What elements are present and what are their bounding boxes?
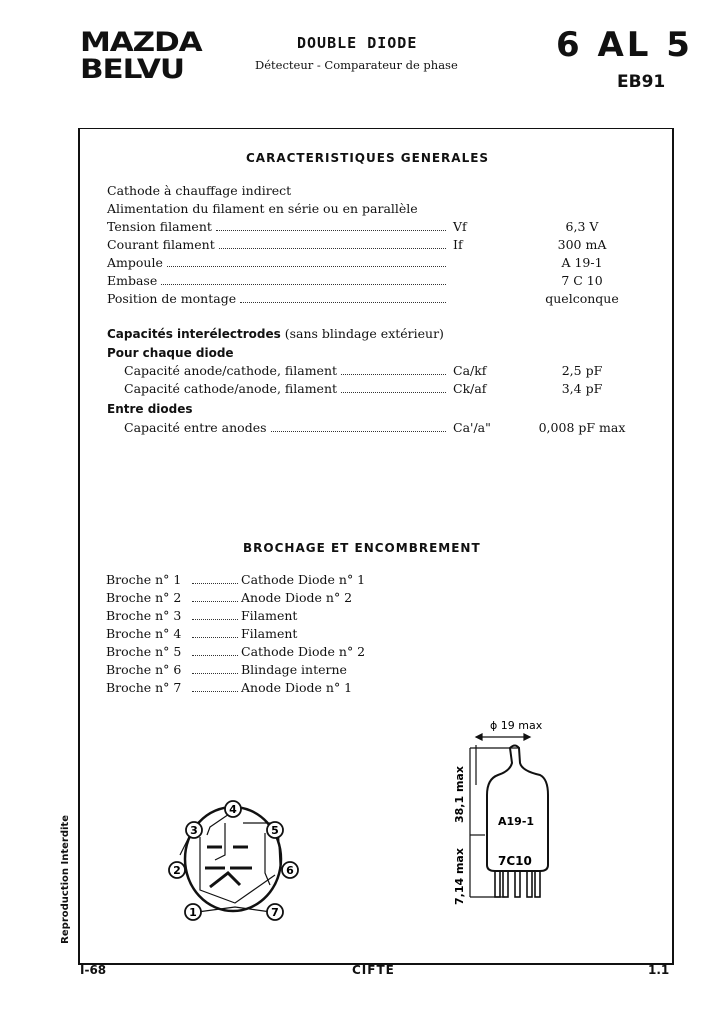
leader-dots bbox=[240, 291, 446, 303]
intro-line: Alimentation du filament en série ou en parallèle bbox=[107, 201, 418, 216]
diameter-label: ϕ 19 max bbox=[490, 719, 543, 732]
pin-description: Filament bbox=[241, 608, 298, 623]
spec-label: Capacité anode/cathode, filament bbox=[124, 363, 338, 378]
pin-row bbox=[106, 680, 426, 696]
spec-label: Embase bbox=[107, 273, 158, 288]
spec-value: 0,008 pF max bbox=[538, 420, 626, 435]
spec-row bbox=[107, 381, 647, 397]
spec-value: quelconque bbox=[545, 291, 619, 306]
capacities-heading-line bbox=[107, 326, 444, 342]
pin-label: Broche n° 3 bbox=[106, 608, 182, 623]
leader-dots bbox=[192, 662, 238, 674]
pin-label: Broche n° 4 bbox=[106, 626, 182, 641]
footer-date: I-68 bbox=[80, 963, 107, 977]
pin-description: Anode Diode n° 1 bbox=[241, 680, 353, 695]
spec-symbol: Ca/kf bbox=[453, 363, 487, 378]
spec-value: 6,3 V bbox=[565, 219, 599, 234]
spec-label: Capacité entre anodes bbox=[124, 420, 267, 435]
leader-dots bbox=[341, 363, 446, 375]
spec-value: 300 mA bbox=[557, 237, 607, 252]
spec-label: Capacité cathode/anode, filament bbox=[124, 381, 338, 396]
pin-description: Filament bbox=[241, 626, 298, 641]
spec-symbol: Ck/af bbox=[453, 381, 487, 396]
pin-number: 3 bbox=[190, 824, 198, 837]
leader-dots bbox=[192, 572, 238, 584]
height-label: 38,1 max bbox=[453, 766, 466, 823]
leader-dots bbox=[161, 273, 446, 285]
between-diodes-heading: Entre diodes bbox=[107, 402, 193, 416]
doc-subtitle: Détecteur - Comparateur de phase bbox=[255, 58, 458, 72]
pin-row bbox=[106, 608, 426, 624]
spec-value: 3,4 pF bbox=[561, 381, 603, 396]
pin-length-label: 7,14 max bbox=[453, 848, 466, 905]
pin-label: Broche n° 2 bbox=[106, 590, 182, 605]
tube-type: 6 AL 5 bbox=[556, 25, 693, 65]
pin-label: Broche n° 6 bbox=[106, 662, 182, 677]
leader-dots bbox=[271, 420, 446, 432]
pin-description: Cathode Diode n° 1 bbox=[241, 572, 366, 587]
leader-dots bbox=[192, 644, 238, 656]
pin-number: 6 bbox=[286, 864, 294, 877]
spec-symbol: Ca'/a" bbox=[453, 420, 491, 435]
pin-diagram bbox=[160, 795, 310, 925]
pin-row bbox=[106, 590, 426, 606]
spec-row bbox=[107, 291, 647, 307]
brand-logo-belvu: BELVU bbox=[80, 54, 184, 85]
leader-dots bbox=[192, 608, 238, 620]
pin-label: Broche n° 7 bbox=[106, 680, 182, 695]
pin-description: Cathode Diode n° 2 bbox=[241, 644, 366, 659]
reproduction-note: Reproduction Interdite bbox=[60, 815, 71, 944]
pin-label: Broche n° 1 bbox=[106, 572, 182, 587]
pin-description: Blindage interne bbox=[241, 662, 347, 677]
pin-number: 4 bbox=[229, 803, 237, 816]
leader-dots bbox=[216, 219, 446, 231]
pin-number: 5 bbox=[271, 824, 279, 837]
doc-title: DOUBLE DIODE bbox=[297, 34, 418, 52]
spec-label: Tension filament bbox=[107, 219, 212, 234]
pin-row bbox=[106, 644, 426, 660]
spec-row bbox=[107, 363, 647, 379]
pin-number: 2 bbox=[173, 864, 181, 877]
capacities-note: (sans blindage extérieur) bbox=[284, 326, 444, 341]
spec-row bbox=[107, 237, 647, 253]
spec-label: Courant filament bbox=[107, 237, 215, 252]
leader-dots bbox=[219, 237, 446, 249]
tube-equivalent: EB91 bbox=[617, 72, 666, 92]
brand-logo-mazda: MAZDA bbox=[80, 27, 202, 58]
pin-description: Anode Diode n° 2 bbox=[241, 590, 353, 605]
capacities-heading: Capacités interélectrodes bbox=[107, 327, 281, 341]
pin-number: 1 bbox=[189, 906, 197, 919]
spec-row bbox=[107, 273, 647, 289]
spec-symbol: If bbox=[453, 237, 463, 252]
spec-value: 2,5 pF bbox=[561, 363, 603, 378]
leader-dots bbox=[341, 381, 446, 393]
per-diode-heading: Pour chaque diode bbox=[107, 346, 234, 360]
pin-row bbox=[106, 662, 426, 678]
spec-label: Position de montage bbox=[107, 291, 237, 306]
pin-label: Broche n° 5 bbox=[106, 644, 182, 659]
pin-number: 7 bbox=[271, 906, 279, 919]
intro-line: Cathode à chauffage indirect bbox=[107, 183, 292, 198]
spec-row bbox=[107, 420, 647, 436]
footer-page: 1.1 bbox=[648, 963, 670, 977]
spec-row bbox=[107, 219, 647, 235]
base-label: 7C10 bbox=[498, 854, 532, 868]
spec-label: Ampoule bbox=[107, 255, 163, 270]
spec-symbol: Vf bbox=[453, 219, 467, 234]
spec-value: 7 C 10 bbox=[561, 273, 603, 288]
pin-row bbox=[106, 572, 426, 588]
footer-publisher: CIFTE bbox=[352, 963, 395, 977]
spec-row bbox=[107, 255, 647, 271]
spec-value: A 19-1 bbox=[561, 255, 603, 270]
leader-dots bbox=[192, 590, 238, 602]
leader-dots bbox=[167, 255, 446, 267]
leader-dots bbox=[192, 626, 238, 638]
pinout-heading: BROCHAGE ET ENCOMBREMENT bbox=[243, 541, 481, 555]
bulb-label: A19-1 bbox=[498, 815, 535, 828]
characteristics-heading: CARACTERISTIQUES GENERALES bbox=[246, 151, 490, 165]
tube-outline-drawing bbox=[440, 715, 590, 925]
leader-dots bbox=[192, 680, 238, 692]
pin-row bbox=[106, 626, 426, 642]
